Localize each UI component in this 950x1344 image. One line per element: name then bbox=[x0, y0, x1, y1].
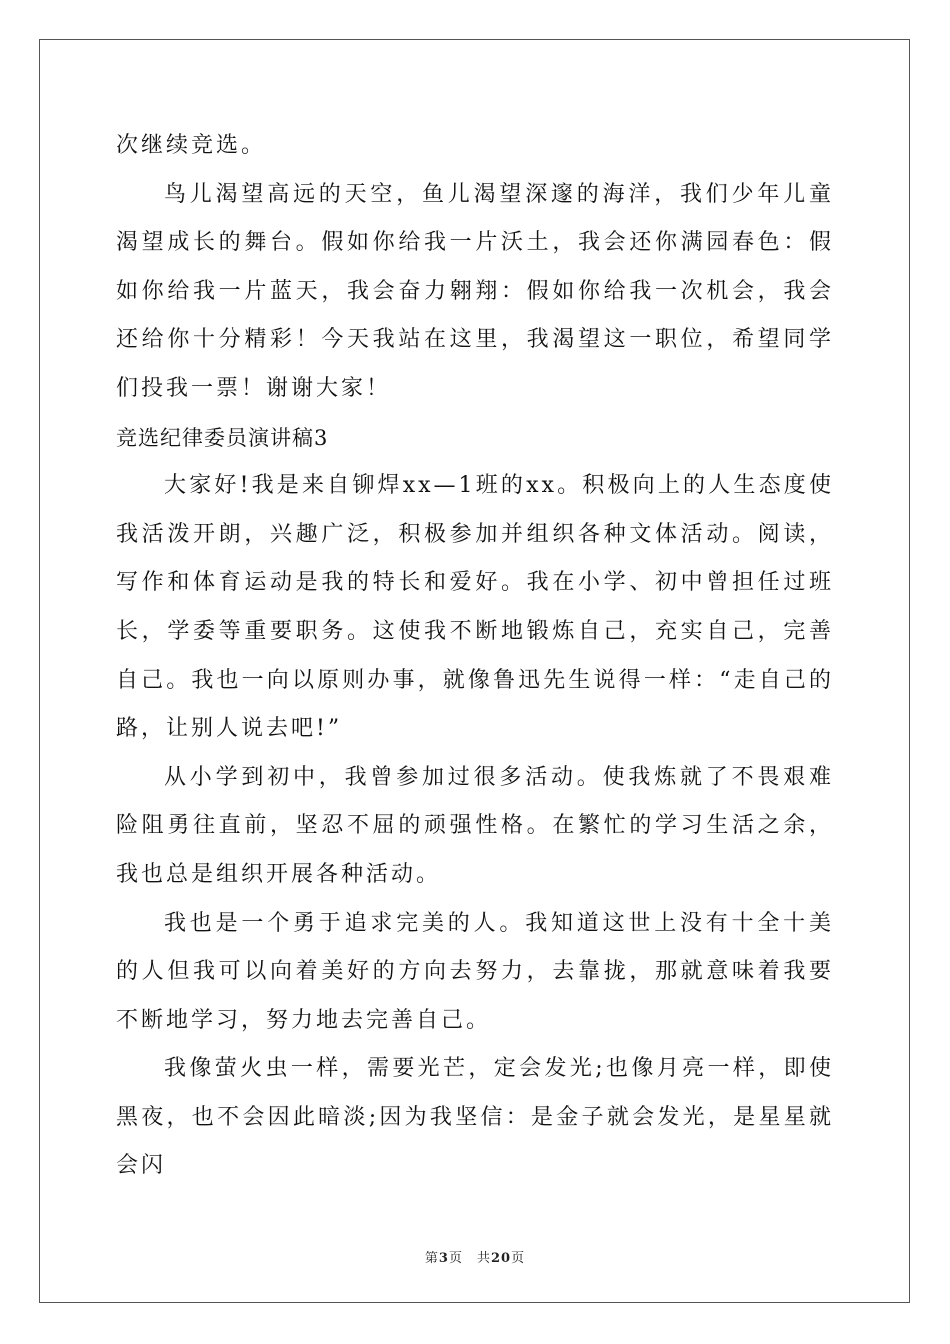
paragraph-5: 我也是一个勇于追求完美的人。我知道这世上没有十全十美的人但我可以向着美好的方向去努力，去靠拢，那就意味着我要不断地学习，努力地去完善自己。 bbox=[116, 910, 834, 1033]
page-prefix: 第 bbox=[424, 1251, 439, 1266]
paragraph-6: 我像萤火虫一样，需要光芒，定会发光;也像月亮一样，即使黑夜，也不会因此暗淡;因为我坚信：是金子就会发光，是星星就会闪 bbox=[116, 1056, 834, 1179]
total-prefix: 共 bbox=[476, 1251, 491, 1266]
page-number: 3 bbox=[438, 1251, 449, 1266]
section-heading: 竞选纪律委员演讲稿3 bbox=[116, 425, 329, 450]
paragraph-4: 从小学到初中，我曾参加过很多活动。使我炼就了不畏艰难险阻勇往直前，坚忍不屈的顽强性格。在繁忙的学习生活之余，我也总是组织开展各种活动。 bbox=[116, 764, 834, 887]
paragraph-2: 鸟儿渴望高远的天空，鱼儿渴望深邃的海洋，我们少年儿童渴望成长的舞台。假如你给我一片沃土，我会还你满园春色：假如你给我一片蓝天，我会奋力翱翔：假如你给我一次机会，我会还给你十分精彩！今天我站在这里，我渴望这一职位，希望同学们投我一票！谢谢大家！ bbox=[116, 181, 834, 401]
document-body bbox=[116, 122, 834, 1191]
paragraph-1: 次继续竞选。 bbox=[116, 133, 267, 158]
total-pages: 20 bbox=[490, 1251, 512, 1266]
page-footer bbox=[0, 1247, 950, 1266]
total-suffix: 页 bbox=[511, 1251, 526, 1266]
page-suffix: 页 bbox=[448, 1251, 463, 1266]
paragraph-3: 大家好!我是来自铆焊xx—1班的xx。积极向上的人生态度使我活泼开朗，兴趣广泛，积极参加并组织各种文体活动。阅读，写作和体育运动是我的特长和爱好。我在小学、初中曾担任过班长，学委等重要职务。这使我不断地锻炼自己，充实自己，完善自己。我也一向以原则办事，就像鲁迅先生说得一样：“走自己的路，让别人说去吧!” bbox=[116, 473, 834, 742]
